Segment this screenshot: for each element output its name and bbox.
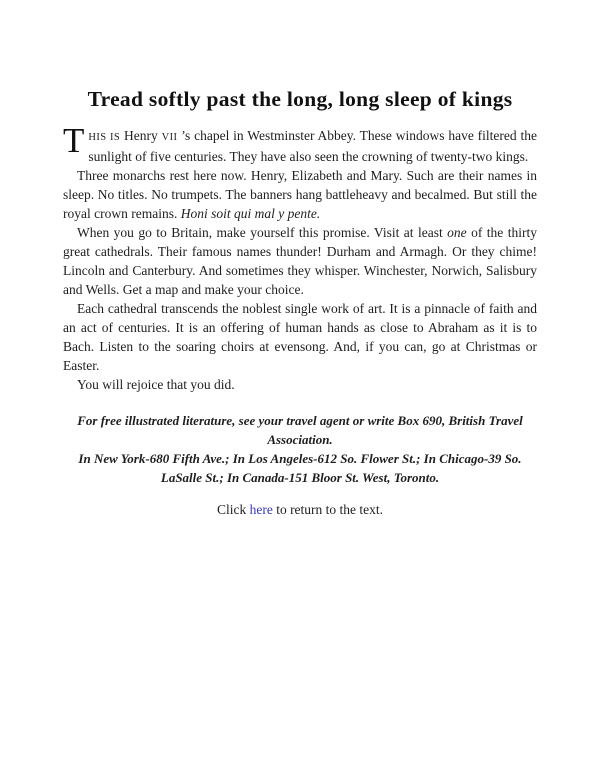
document-page [63, 0, 537, 519]
paragraph-monarchs [63, 166, 537, 223]
article-body [63, 121, 537, 394]
paragraph-promise [63, 223, 537, 299]
return-text-after: to return to the text. [272, 502, 384, 517]
paragraph-text: ’s chapel in Westminster Abbey. These windows have filtered the sunlight of five centuries. They have also seen the crowning of twenty-two kings. [88, 128, 537, 164]
paragraph-text: Three monarchs rest here now. Henry, Elizabeth and Mary. Such are their names in sleep. No titles. No trumpets. The banners hang battleheavy and becalmed. But still the royal crown remains. [63, 168, 537, 221]
paragraph-text: You will rejoice that you did. [77, 377, 235, 392]
page-title: Tread softly past the long, long sleep of kings [87, 87, 513, 111]
paragraph-text: When you go to Britain, make yourself this promise. Visit at least [77, 225, 448, 240]
return-link[interactable]: here [249, 502, 273, 517]
motto-italic: Honi soit qui mal y pente. [180, 206, 321, 221]
paragraph-lead-smallcaps: HIS IS [88, 132, 121, 143]
royal-numeral-smallcaps: VII [161, 132, 178, 143]
paragraph-cathedral [63, 299, 537, 375]
footer-notice-line: In New York-680 Fifth Ave.; In Los Angeles-612 So. Flower St.; In Chicago-39 So. LaSalle St.; In Canada-151 Bloor St. West, Toronto. [78, 451, 522, 485]
paragraph-intro [63, 121, 537, 166]
return-text-before: Click [216, 502, 250, 517]
paragraph-text: of the thirty great cathedrals. Their famous names thunder! Durham and Armagh. Or they chime! Lincoln and Canterbury. And sometimes they whisper. Winchester, Norwich, Salisbury and Wells. Get a map and make your choice. [63, 225, 537, 297]
footer-notice-line: For free illustrated literature, see your travel agent or write Box 690, British Travel Association. [77, 413, 523, 447]
paragraph-closing [63, 375, 537, 394]
paragraph-text: Each cathedral transcends the noblest single work of art. It is a pinnacle of faith and an act of centuries. It is an offering of human hands as close to Abraham as it is to Bach. Listen to the soaring choirs at evensong. And, if you can, go at Christmas or Easter. [63, 301, 537, 373]
footer-notice [63, 411, 537, 487]
emphasis-word: one [447, 225, 467, 240]
drop-cap: T [63, 121, 85, 160]
paragraph-text: Henry [124, 128, 162, 143]
return-line [63, 500, 537, 519]
